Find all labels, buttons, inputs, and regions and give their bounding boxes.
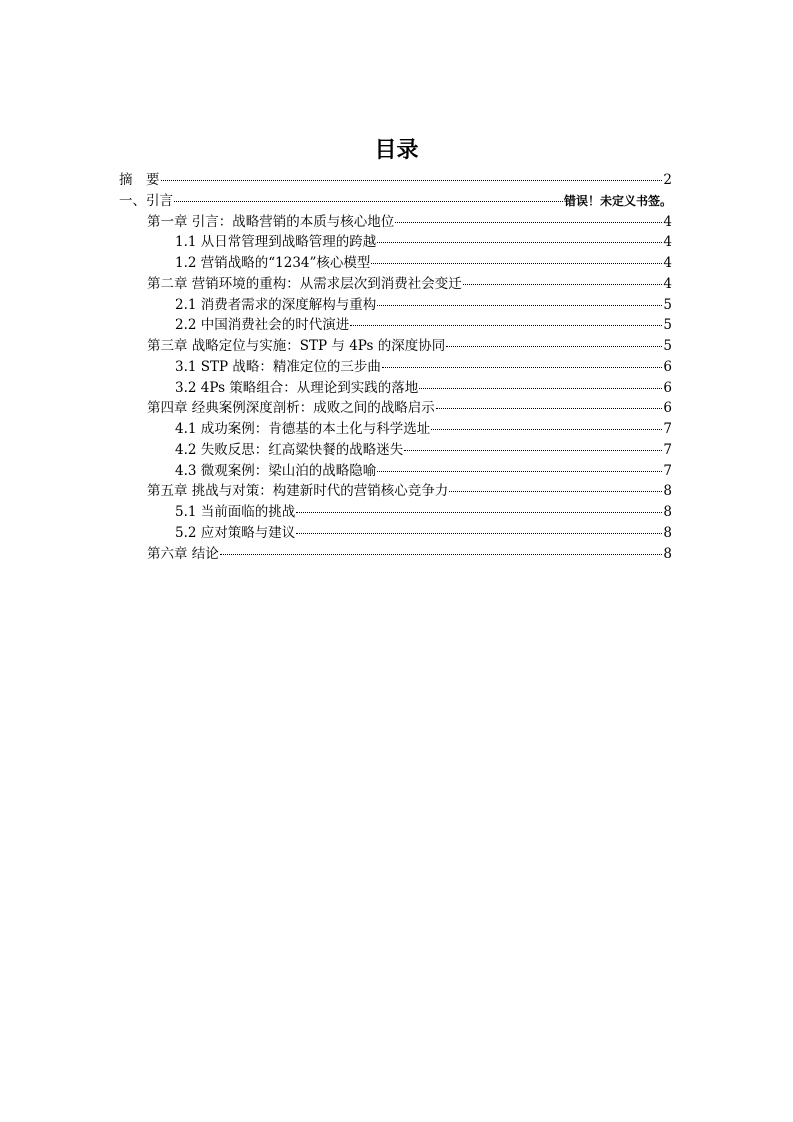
toc-entry-title: 摘 要 bbox=[119, 172, 160, 188]
toc-entry[interactable] bbox=[119, 544, 672, 565]
toc-entry-page: 6 bbox=[663, 358, 672, 375]
toc-entry-page: 5 bbox=[663, 296, 672, 313]
toc-entry-page: 2 bbox=[663, 172, 672, 188]
toc-entry[interactable] bbox=[119, 274, 672, 295]
toc-entry-title: 3.2 4Ps 策略组合：从理论到实践的落地 bbox=[175, 379, 419, 396]
toc-entry-title: 3.1 STP 战略：精准定位的三步曲 bbox=[175, 358, 381, 375]
toc-entry-page: 4 bbox=[663, 275, 672, 292]
toc-entry-page: 4 bbox=[663, 234, 672, 251]
toc-entry-title: 第一章 引言：战略营销的本质与核心地位 bbox=[147, 213, 395, 230]
toc-entry-page: 8 bbox=[663, 504, 672, 520]
toc-entry[interactable] bbox=[119, 212, 672, 233]
toc-entry-title: 4.3 微观案例：梁山泊的战略隐喻 bbox=[175, 462, 377, 479]
dot-leader bbox=[431, 429, 662, 430]
toc-entry-page: 6 bbox=[663, 400, 672, 417]
toc-entry-page: 5 bbox=[663, 317, 672, 334]
toc-entry[interactable] bbox=[119, 419, 672, 440]
dot-leader bbox=[377, 242, 662, 243]
toc-entry-page: 错误！未定义书签。 bbox=[563, 193, 672, 208]
dot-leader bbox=[296, 533, 662, 534]
dot-leader bbox=[220, 554, 663, 555]
toc-entry-title: 1.1 从日常管理到战略管理的跨越 bbox=[175, 234, 377, 251]
toc-entry-page: 4 bbox=[663, 213, 672, 230]
toc-entry-title: 一、引言 bbox=[119, 192, 173, 209]
dot-leader bbox=[174, 201, 563, 202]
toc-entry-page: 6 bbox=[663, 379, 672, 396]
dot-leader bbox=[377, 305, 662, 306]
toc-entry-page: 8 bbox=[663, 545, 672, 562]
toc-entry[interactable] bbox=[119, 398, 672, 419]
toc-entry[interactable] bbox=[119, 295, 672, 316]
toc-entry[interactable] bbox=[119, 440, 672, 461]
toc-entry[interactable] bbox=[119, 378, 672, 399]
toc-entry-title: 第二章 营销环境的重构：从需求层次到消费社会变迁 bbox=[147, 275, 462, 292]
dot-leader bbox=[296, 512, 662, 513]
toc-entry-title: 第四章 经典案例深度剖析：成败之间的战略启示 bbox=[147, 400, 435, 417]
toc-entry[interactable] bbox=[119, 523, 672, 544]
toc-entry-page: 8 bbox=[663, 483, 672, 500]
toc-entry[interactable] bbox=[119, 315, 672, 336]
dot-leader bbox=[463, 284, 663, 285]
toc-entry-title: 5.1 当前面临的挑战 bbox=[175, 504, 296, 520]
toc-entry-page: 8 bbox=[663, 524, 672, 541]
toc-entry-page: 5 bbox=[663, 338, 672, 354]
toc-entry[interactable] bbox=[119, 336, 672, 357]
dot-leader bbox=[419, 388, 662, 389]
toc-entry-page: 7 bbox=[663, 421, 672, 437]
toc-entry[interactable] bbox=[119, 191, 672, 212]
toc-title: 目录 bbox=[374, 138, 419, 163]
dot-leader bbox=[350, 325, 662, 326]
toc-entry[interactable] bbox=[119, 170, 672, 191]
toc-entry-title: 4.2 失败反思：红高粱快餐的战略迷失 bbox=[175, 441, 404, 458]
toc-entry[interactable] bbox=[119, 232, 672, 253]
toc-entry-title: 第五章 挑战与对策：构建新时代的营销核心竞争力 bbox=[147, 483, 449, 500]
toc-entry-page: 7 bbox=[663, 441, 672, 458]
toc-entry[interactable] bbox=[119, 461, 672, 482]
dot-leader bbox=[377, 471, 662, 472]
toc-entry-page: 7 bbox=[663, 462, 672, 479]
dot-leader bbox=[161, 180, 663, 181]
dot-leader bbox=[382, 367, 663, 368]
toc-entry-title: 4.1 成功案例：肯德基的本土化与科学选址 bbox=[175, 421, 431, 437]
dot-leader bbox=[404, 450, 662, 451]
toc-entry-title: 1.2 营销战略的“1234”核心模型 bbox=[175, 255, 371, 271]
toc-entry[interactable] bbox=[119, 253, 672, 274]
toc-entry[interactable] bbox=[119, 481, 672, 502]
table-of-contents bbox=[119, 170, 672, 564]
dot-leader bbox=[395, 222, 662, 223]
toc-entry[interactable] bbox=[119, 357, 672, 378]
toc-entry-title: 2.1 消费者需求的深度解构与重构 bbox=[175, 296, 377, 313]
toc-entry[interactable] bbox=[119, 502, 672, 523]
toc-entry-title: 第三章 战略定位与实施：STP 与 4Ps 的深度协同 bbox=[147, 338, 446, 354]
toc-entry-title: 5.2 应对策略与建议 bbox=[175, 524, 296, 541]
dot-leader bbox=[436, 408, 663, 409]
toc-entry-page: 4 bbox=[663, 255, 672, 271]
dot-leader bbox=[371, 263, 662, 264]
dot-leader bbox=[449, 491, 662, 492]
dot-leader bbox=[446, 346, 662, 347]
toc-entry-title: 2.2 中国消费社会的时代演进 bbox=[175, 317, 350, 334]
toc-entry-title: 第六章 结论 bbox=[147, 545, 219, 562]
